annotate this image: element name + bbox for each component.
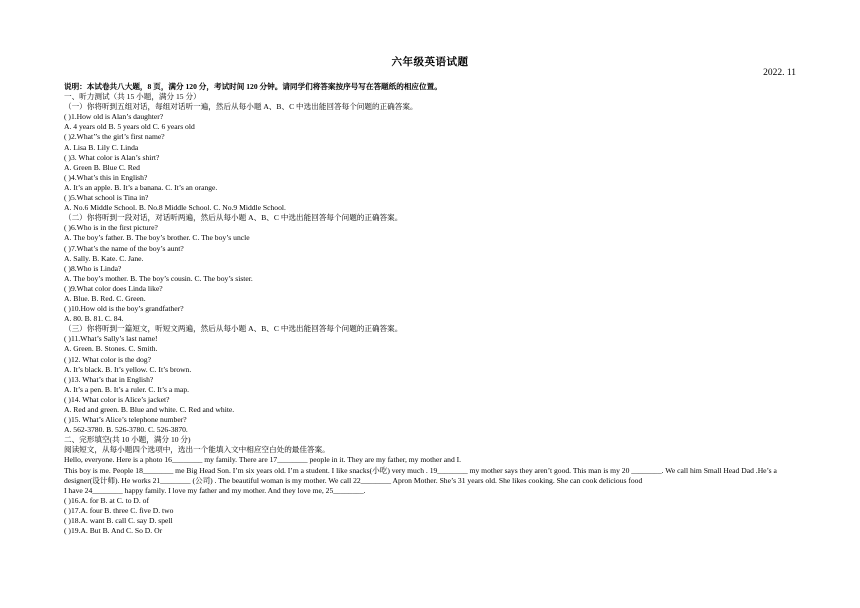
answer-options: A. Green B. Blue C. Red xyxy=(64,162,140,172)
cloze-paragraph: This boy is me. People 18________ me Big Head Son. I’m six years old. I’m a student. I like snacks(小吃) very much . 19________ my mother says they aren’t good. This man is my 20 ________. We call him Small Head Dad .He’s a designer(设计师). He works 21________ (公司) . The beautiful woman is my mother. We call 22________ Apron Mother. She’s 31 years old. She likes cooking. She can cook delicious food xyxy=(64,465,777,485)
question: ( )9.What color does Linda like? xyxy=(64,283,163,293)
part-instructions-3: （三）你将听到一篇短文，听短文两遍，然后从每小题 A、B、C 中选出能回答每个问题的正确答案。 xyxy=(64,324,403,334)
answer-options: A. It’s black. B. It’s yellow. C. It’s brown. xyxy=(64,364,192,374)
answer-options: A. Red and green. B. Blue and white. C. Red and white. xyxy=(64,405,235,414)
section-heading-listening: 一、听力测试（共 15 小题，满分 15 分） xyxy=(64,92,201,102)
cloze-paragraph: I have 24________ happy family. I love my father and my mother. And they love me, 25________. xyxy=(64,485,366,495)
section-heading-cloze: 二、完形填空(共 10 小题，满分 10 分) xyxy=(64,435,191,445)
answer-options: A. Blue. B. Red. C. Green. xyxy=(64,293,146,303)
part-instructions-1: （一）你将听到五组对话，每组对话听一遍，然后从每小题 A、B、C 中选出能回答每个问题的正确答案。 xyxy=(64,102,418,112)
part-instructions-2: （二）你将听到一段对话，对话听两遍，然后从每小题 A、B、C 中选出能回答每个问题的正确答案。 xyxy=(64,213,403,223)
answer-options: A. It’s an apple. B. It’s a banana. C. It’s an orange. xyxy=(64,182,218,192)
instructions: 说明：本试卷共八大题，8 页，满分 120 分，考试时间 120 分钟。请同学们将答案按序号写在答题纸的相应位置。 xyxy=(64,82,442,91)
answer-options: A. 562-3780. B. 526-3780. C. 526-3870. xyxy=(64,425,188,435)
answer-options: A. 80. B. 81. C. 84. xyxy=(64,314,124,324)
question: ( )6.Who is in the first picture? xyxy=(64,223,158,233)
answer-options: A. No.6 Middle School. B. No.8 Middle School. C. No.9 Middle School. xyxy=(64,203,286,213)
page-title: 六年级英语试题 xyxy=(391,57,469,68)
answer-options: A. It’s a pen. B. It’s a ruler. C. It’s a map. xyxy=(64,384,190,394)
question: ( )1.How old is Alan’s daughter? xyxy=(64,112,164,122)
question: ( )4.What’s this in English? xyxy=(64,172,148,182)
cloze-question: ( )16.A. for B. at C. to D. of xyxy=(64,495,149,505)
question: ( )2.What’’s the girl’s first name? xyxy=(64,132,165,142)
answer-options: A. Lisa B. Lily C. Linda xyxy=(64,142,139,152)
question: ( )14. What color is Alice’s jacket? xyxy=(64,394,170,404)
question: ( )15. What’s Alice’s telephone number? xyxy=(64,415,187,425)
cloze-instructions: 阅读短文，从每小题四个选项中，选出一个能填入文中相应空白处的最佳答案。 xyxy=(64,445,330,455)
cloze-question: ( )19.A. But B. And C. So D. Or xyxy=(64,526,163,536)
answer-options: A. The boy’s father. B. The boy’s brother. C. The boy’s uncle xyxy=(64,233,250,243)
question: ( )13. What’s that in English? xyxy=(64,374,154,384)
question: ( )5.What school is Tina in? xyxy=(64,193,149,203)
answer-options: A. Sally. B. Kate. C. Jane. xyxy=(64,253,144,263)
answer-options: A. 4 years old B. 5 years old C. 6 years old xyxy=(64,122,195,132)
question: ( )3. What color is Alan’s shirt? xyxy=(64,152,160,162)
question: ( )10.How old is the boy’s grandfather? xyxy=(64,304,184,314)
exam-body xyxy=(64,82,798,536)
cloze-paragraph: Hello, everyone. Here is a photo 16________ my family. There are 17________ people in it. They are my father, my mother and I. xyxy=(64,455,462,465)
question: ( )7.What’s the name of the boy’s aunt? xyxy=(64,243,184,253)
answer-options: A. The boy’s mother. B. The boy’s cousin. C. The boy’s sister. xyxy=(64,273,253,283)
question: ( )11.What’s Sally’s last name! xyxy=(64,334,158,344)
question: ( )12. What color is the dog? xyxy=(64,354,151,364)
answer-options: A. Green. B. Stones. C. Smith. xyxy=(64,344,158,354)
cloze-question: ( )18.A. want B. call C. say D. spell xyxy=(64,516,173,526)
exam-date: 2022. 11 xyxy=(763,68,796,78)
question: ( )8.Who is Linda? xyxy=(64,263,122,273)
cloze-question: ( )17.A. four B. three C. five D. two xyxy=(64,505,174,515)
